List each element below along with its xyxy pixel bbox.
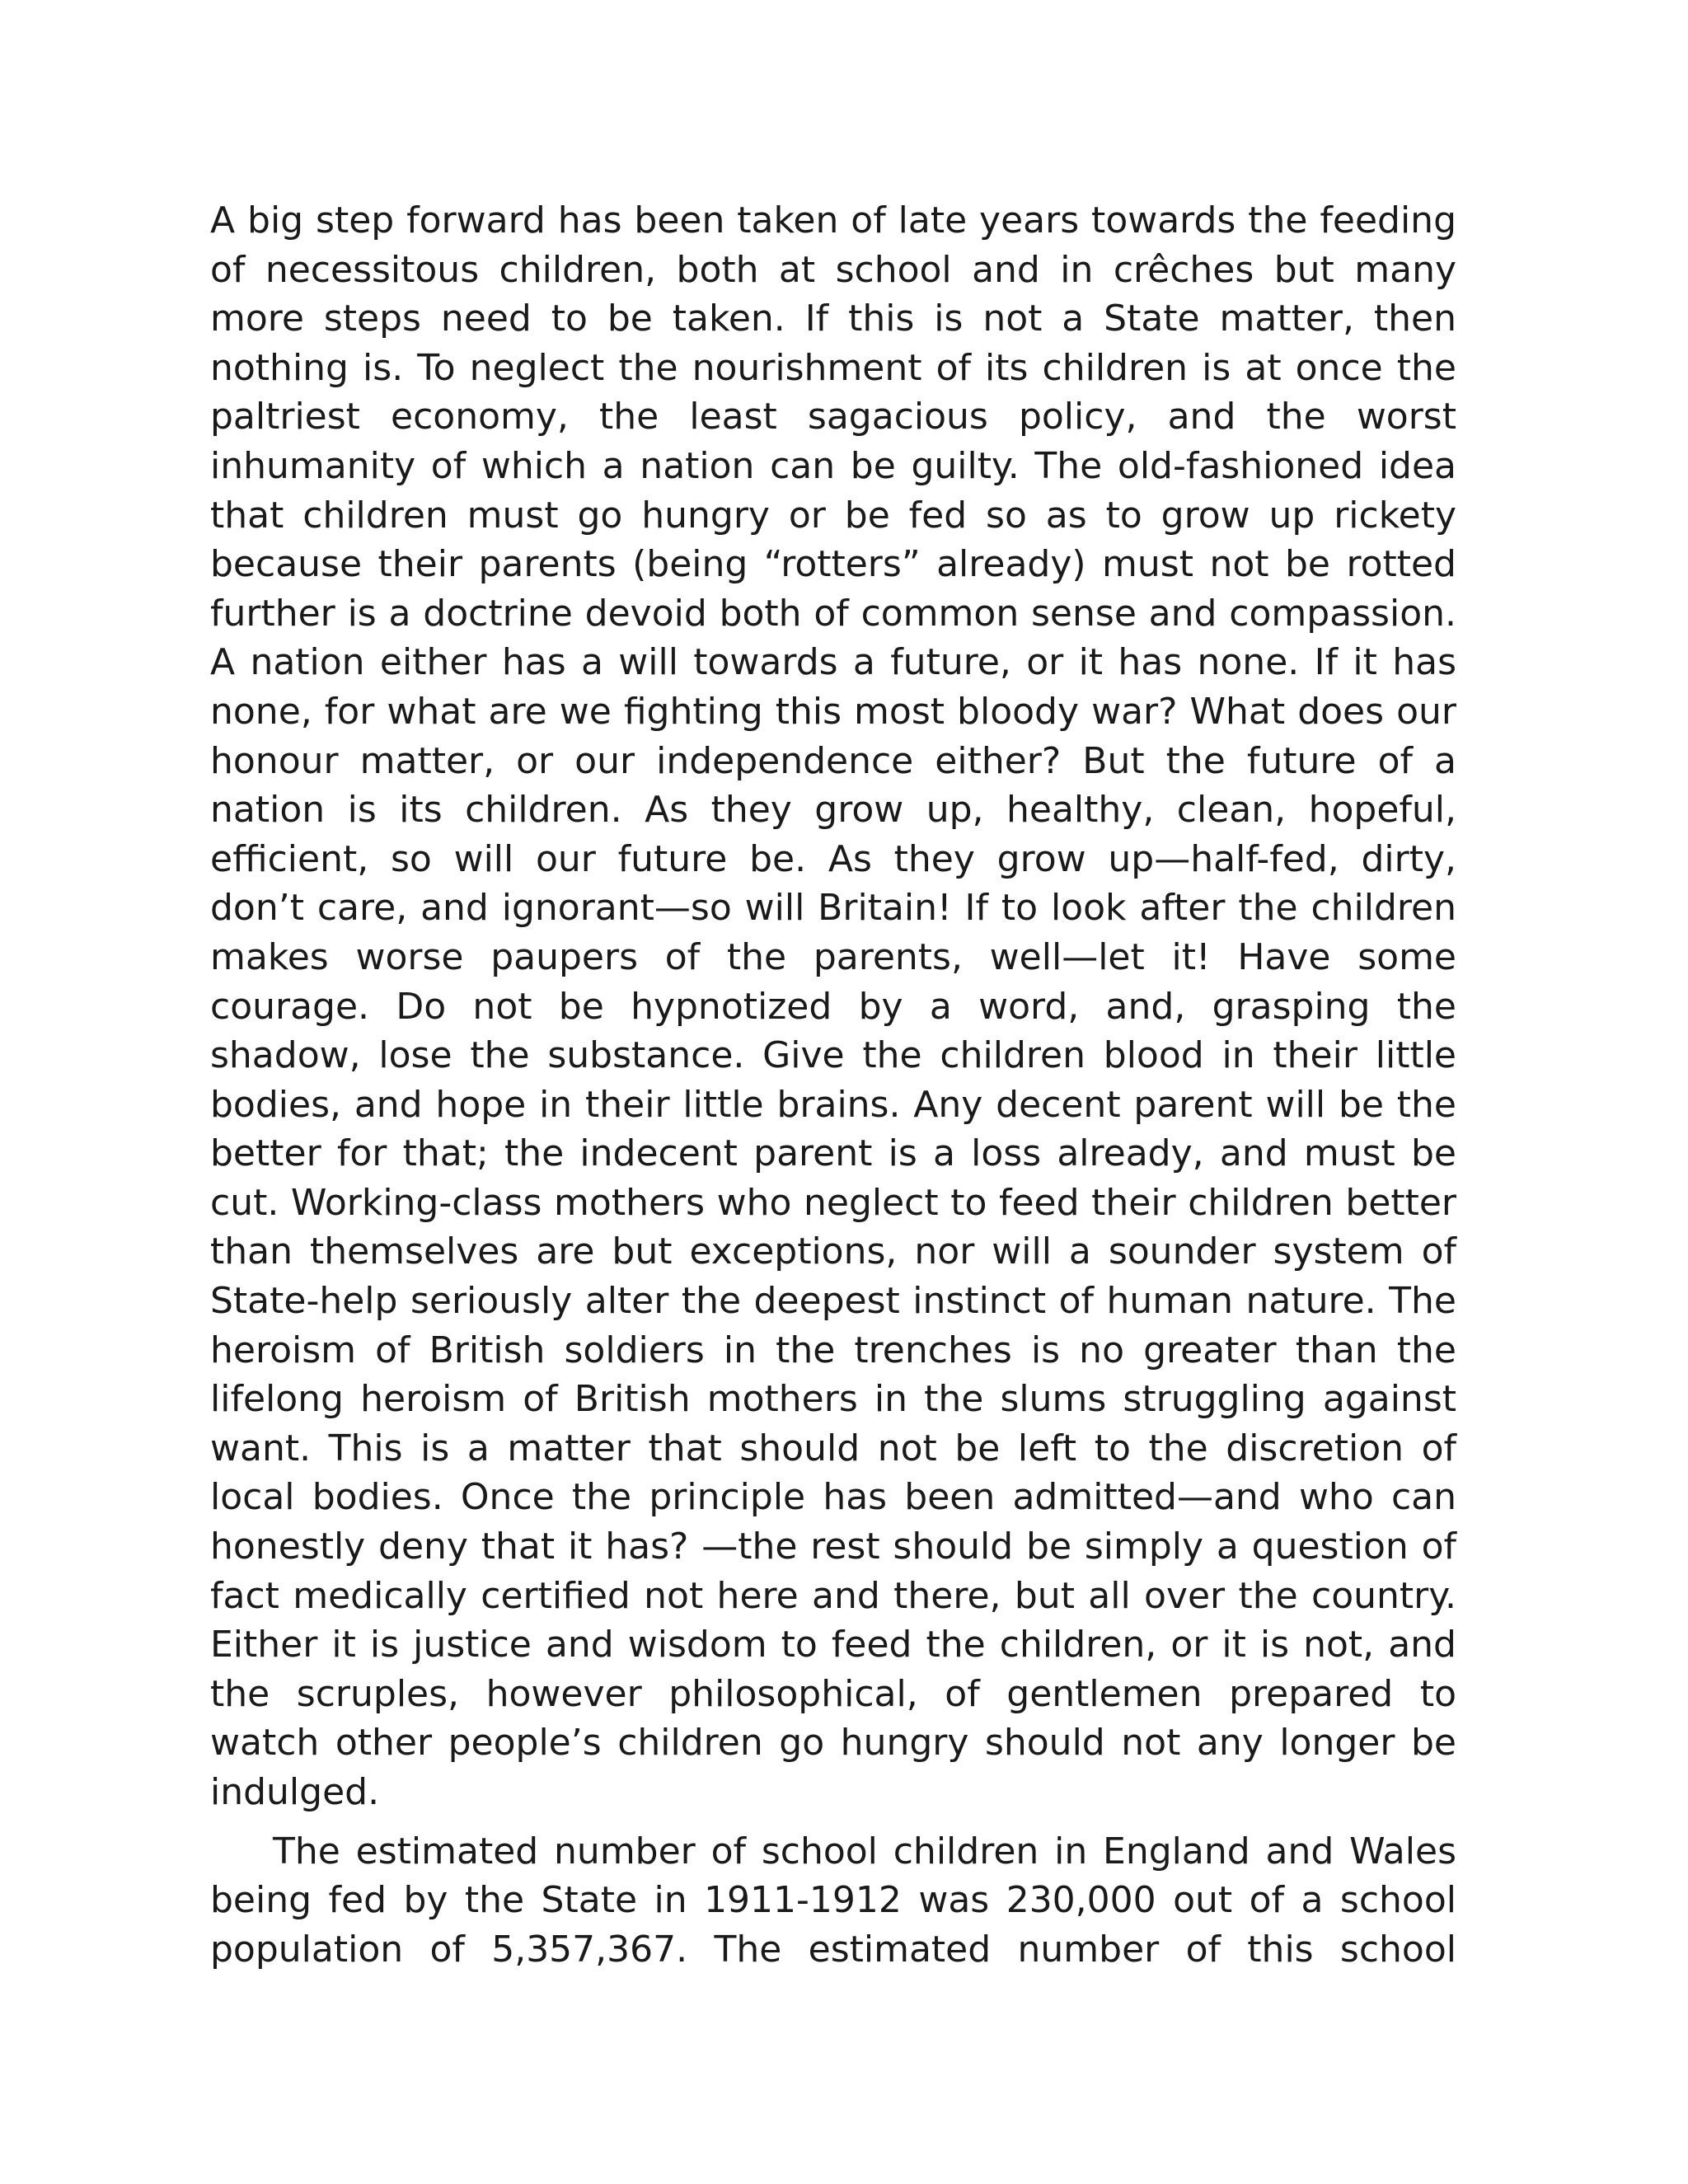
paragraph-1: A big step forward has been taken of late years towards the feeding of necessitous children, both at school and in crêches but many more steps need to be taken. If this is not a State matter, then nothing is. To neglect the nourishment of its children is at once the paltriest economy, the least sagacious policy, and the worst inhumanity of which a nation can be guilty. The old-fashioned idea that children must go hungry or be fed so as to grow up rickety because their parents (being “rotters” already) must not be rotted further is a doctrine devoid both of common sense and compassion. A nation either has a will towards a future, or it has none. If it has none, for what are we fighting this most bloody war? What does our honour matter, or our independence either? But the future of a nation is its children. As they grow up, healthy, clean, hopeful, efficient, so will our future be. As they grow up—half-fed, dirty, don’t care, and ignorant—so will Britain! If to look after the children makes worse paupers of the parents, well—let it! Have some courage. Do not be hypnotized by a word, and, grasping the shadow, lose the substance. Give the children blood in their little bodies, and hope in their little brains. Any decent parent will be the better for that; the indecent parent is a loss already, and must be cut. Working-class mothers who neglect to feed their children better than themselves are but exceptions, nor will a sounder system of State-help seriously alter the deepest instinct of human nature. The heroism of British soldiers in the trenches is no greater than the lifelong heroism of British mothers in the slums struggling against want. This is a matter that should not be left to the discretion of local bodies. Once the principle has been admitted—and who can honestly deny that it has? —the rest should be simply a question of fact medically certified not here and there, but all over the country. Either it is justice and wisdom to feed the children, or it is not, and the scruples, however philosophical, of gentlemen prepared to watch other people’s children go hungry should not any longer be indulged. xyxy=(210,199,1456,1813)
body-text xyxy=(210,196,1456,1974)
paragraph-2: The estimated number of school children in England and Wales being fed by the State in 1911-1912 was 230,000 out of a school population of 5,357,367. The estimated number of this school xyxy=(210,1830,1456,1971)
